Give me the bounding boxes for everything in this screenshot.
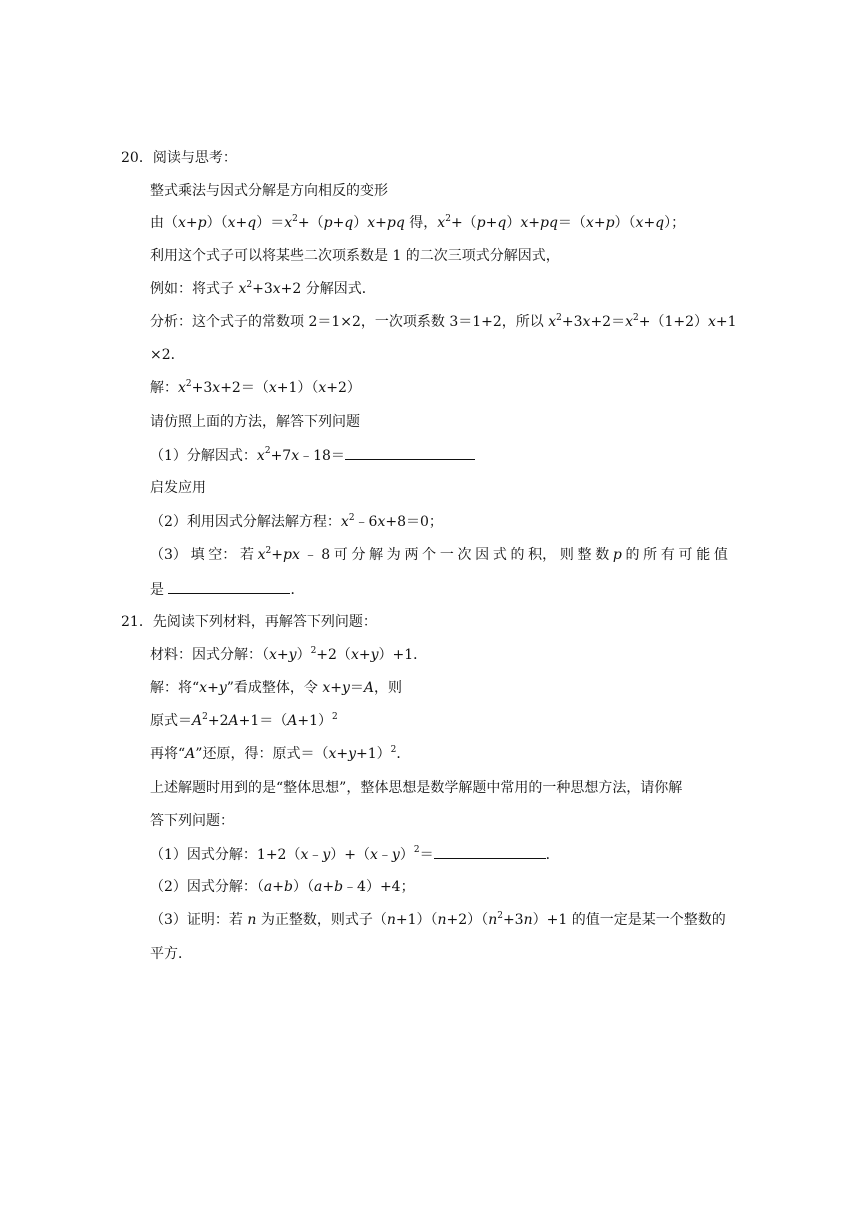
q20-part-3: （3） 填 空： 若 $x^2+px$ ﹣ 8 可 分 解 为 两 个 一 次 因 式 的 积， 则 整 数 p 的 所 有 可 能 值 [150, 546, 728, 563]
q21-part-1: （1）因式分解：1+2（x﹣y）+（x﹣y）$^2$＝ ． [150, 845, 560, 863]
q21-part-3: （3）证明：若 n 为正整数，则式子$(n+1)(n+2)(n^2+3n)+1$ 的值一定是某一个整数的 [150, 911, 726, 928]
q21-line-2: 解：将“x+y”看成整体，令 x+y＝A，则 [150, 680, 403, 696]
q21-number: 21． [121, 614, 153, 630]
answer-blank-3[interactable] [434, 844, 546, 859]
q21-heading [121, 612, 377, 632]
q20-part-1: （1）分解因式：$x^2+7x﹣18=$ [150, 445, 475, 466]
q20-line-7: 请仿照上面的方法，解答下列问题 [150, 414, 360, 430]
answer-blank-1[interactable] [345, 445, 475, 460]
q21-line-6: 答下列问题： [150, 813, 234, 829]
q21-line-4: 再将“A”还原，得：原式$=(x+y+1)^2$． [150, 745, 411, 762]
q21-line-1: 材料：因式分解：$(x+y)^2+2(x+y)+1$． [150, 646, 428, 663]
q20-title: 阅读与思考： [152, 150, 237, 166]
q21-line-3: 原式$=A^2+2A+1=(A+1)^2$ [150, 712, 338, 729]
q21-title: 先阅读下列材料，再解答下列问题： [152, 614, 377, 630]
q21-part-2: （2）因式分解：（a+b）（a+b﹣4）+4； [150, 879, 415, 895]
q20-line-2: 由$(x+p)(x+q)=x^2+(p+q)x+pq$ 得，$x^2+(p+q)x+pq=(x+p)(x+q)$； [150, 214, 686, 231]
q21-line-5: 上述解题时用到的是“整体思想”，整体思想是数学解题中常用的一种思想方法，请你解 [150, 780, 683, 796]
q20-heading [121, 148, 237, 168]
q20-line-5: 分析：这个式子的常数项 2＝1×2，一次项系数 3＝1+2，所以 $x^2+3x+2=x^2+(1+2)x+1$ [150, 313, 737, 330]
q20-line-3: 利用这个式子可以将某些二次项系数是 1 的二次三项式分解因式， [150, 248, 560, 264]
q20-part-2: （2）利用因式分解法解方程：$x^2﹣6x+8=0$； [150, 513, 443, 530]
q21-part-3-cont: 平方． [150, 946, 192, 962]
q20-line-6: 解：$x^2+3x+2=(x+1)(x+2)$ [150, 379, 361, 396]
q20-line-5b: ×2． [150, 347, 185, 363]
q20-number: 20． [121, 150, 153, 166]
q20-subheading: 启发应用 [150, 480, 206, 496]
answer-blank-2[interactable] [168, 579, 290, 594]
q20-line-1: 整式乘法与因式分解是方向相反的变形 [150, 183, 388, 199]
q20-line-4: 例如：将式子 $x^2+3x+2$ 分解因式． [150, 280, 376, 297]
q20-part-3-cont: 是 ． [150, 579, 304, 600]
